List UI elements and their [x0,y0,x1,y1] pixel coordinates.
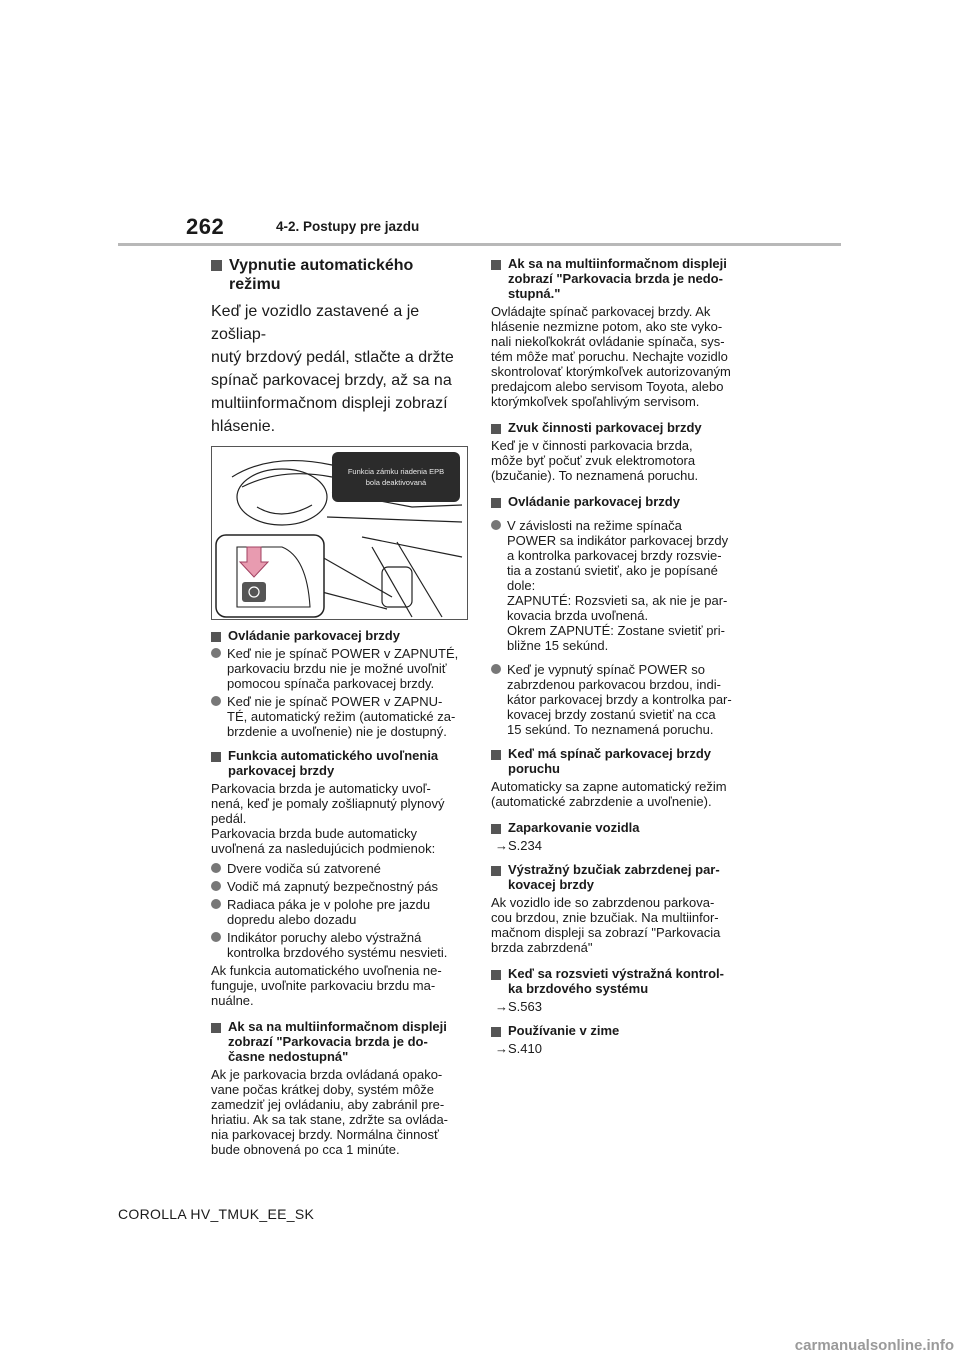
bullet-item [491,662,753,737]
parking-brake-figure [211,446,468,620]
page-reference: →S.563 [495,999,542,1014]
round-bullet-icon [211,881,221,891]
bullet-item [211,861,469,876]
heading-text: Zaparkovanie vozidla [508,820,640,835]
dashboard-illustration [212,447,467,619]
round-bullet-icon [211,932,221,942]
heading-unavailable [491,256,753,301]
heading-text: Zvuk činnosti parkovacej brzdy [508,420,702,435]
left-column [211,256,469,1162]
header-rule [118,243,841,246]
square-bullet-icon [491,970,501,980]
square-bullet-icon [211,1023,221,1033]
heading-text: Keď sa rozsvieti výstražná kontrol- ka brzdového systému [508,966,724,996]
bullet-text: Keď nie je spínač POWER v ZAPNUTÉ, parkovaciu brzdu nie je možné uvoľniť pomocou spínača parkovacej brzdy. [227,646,459,691]
heading-operation [491,494,753,509]
callout-line-1: Funkcia zámku riadenia EPB [347,467,445,476]
heading-warning-buzzer [491,862,753,892]
heading-malfunction [491,746,753,776]
round-bullet-icon [211,696,221,706]
bullet-item [211,694,469,739]
paragraph: Parkovacia brzda je automaticky uvoľ- nená, keď je pomaly zošliapnutý plynový pedál. Parkovacia brzda bude automaticky uvoľnená za nasledujúcich podmienok: [211,781,445,856]
bullet-text: Radiaca páka je v polohe pre jazdu dopredu alebo dozadu [227,897,431,927]
heading-temporarily-unavailable [211,1019,469,1064]
square-bullet-icon [491,424,501,434]
bullet-text: Dvere vodiča sú zatvorené [227,861,381,876]
right-column [491,256,753,1065]
round-bullet-icon [491,664,501,674]
heading-auto-release [211,748,469,778]
heading-sound [491,420,753,435]
square-bullet-icon [491,1027,501,1037]
page-number: 262 [186,214,225,239]
paragraph: Ak je parkovacia brzda ovládaná opako- vane počas krátkej doby, systém môže zamedziť jej ovládaniu, aby zabránil pre- hriatiu. Ak sa tak stane, zdržte sa ovláda- nia parkovacej brzdy. Normálna činnosť bude obnovená po cca 1 minúte. [211,1067,449,1157]
bullet-text: Keď je vypnutý spínač POWER so zabrzdenou parkovacou brzdou, indi- kátor parkovacej brzdy a kontrolka par- kovacej brzdy zostanú svietiť na cca 15 sekúnd. To neznamená poruchu. [507,662,732,737]
paragraph: Keď je v činnosti parkovacia brzda, môže byť počuť zvuk elektromotora (bzučanie). To neznamená poruchu. [491,438,699,483]
square-bullet-icon [211,752,221,762]
main-body: Keď je vozidlo zastavené a je zošliap- nutý brzdový pedál, stlačte a držte spínač parkovacej brzdy, až sa na multiinformačnom displeji zobrazí hlásenie. [211,303,454,435]
bullet-item [211,879,469,894]
heading-winter [491,1023,753,1038]
heading-warning-light [491,966,753,996]
paragraph: Ak vozidlo ide so zabrzdenou parkova- cou brzdou, znie bzučiak. Na multiinfor- mačnom displeji sa zobrazí "Parkovacia brzda zabrzdená" [491,895,721,955]
square-bullet-icon [491,260,501,270]
round-bullet-icon [211,899,221,909]
bullet-item [491,518,753,653]
heading-ovladanie [211,628,469,643]
heading-text: Výstražný bzučiak zabrzdenej par- kovacej brzdy [508,862,720,892]
round-bullet-icon [211,648,221,658]
section-title: 4-2. Postupy pre jazdu [276,219,420,234]
main-heading [211,256,469,294]
bullet-text: Indikátor poruchy alebo výstražná kontrolka brzdového systému nesvieti. [227,930,448,960]
bullet-text: Vodič má zapnutý bezpečnostný pás [227,879,439,894]
paragraph: Automaticky sa zapne automatický režim (automatické zabrzdenie a uvoľnenie). [491,779,727,809]
footer-model: COROLLA HV_TMUK_EE_SK [118,1206,315,1222]
heading-text: Ak sa na multiinformačnom displeji zobrazí "Parkovacia brzda je nedo- stupná." [508,256,727,301]
square-bullet-icon [211,632,221,642]
watermark: carmanualsonline.info [794,1337,954,1354]
paragraph: Ak funkcia automatického uvoľnenia ne- funguje, uvoľnite parkovaciu brzdu ma- nuálne. [211,963,442,1008]
heading-text: Keď má spínač parkovacej brzdy poruchu [508,746,711,776]
bullet-item [211,897,469,927]
heading-text: Ovládanie parkovacej brzdy [508,494,680,509]
bullet-item [211,646,469,691]
heading-text: Ak sa na multiinformačnom displeji zobrazí "Parkovacia brzda je do- časne nedostupná" [228,1019,447,1064]
heading-text: Funkcia automatického uvoľnenia parkovacej brzdy [228,748,439,778]
square-bullet-icon [491,498,501,508]
page-reference: →S.234 [495,838,542,853]
square-bullet-icon [491,866,501,876]
bullet-text: Keď nie je spínač POWER v ZAPNU- TÉ, automatický režim (automatické za- brzdenie a uvoľnenie) nie je dostupný. [227,694,456,739]
square-bullet-icon [491,824,501,834]
round-bullet-icon [491,520,501,530]
paragraph: Ovládajte spínač parkovacej brzdy. Ak hlásenie nezmizne potom, ako ste vyko- nali niekoľkokrát ovládanie spínača, sys- tém môže mať poruchu. Nechajte vozidlo skontrolovať ktorýmkoľvek autorizovaným predajcom alebo servisom Toyota, alebo ktorýmkoľvek spoľahlivým servisom. [491,304,731,409]
round-bullet-icon [211,863,221,873]
square-bullet-icon [491,750,501,760]
main-heading-text: Vypnutie automatického režimu [229,257,414,293]
square-bullet-icon [211,260,222,271]
page-reference: →S.410 [495,1041,542,1056]
bullet-item [211,930,469,960]
callout-line-2: bola deaktivovaná [365,478,427,487]
bullet-text: V závislosti na režime spínača POWER sa indikátor parkovacej brzdy a kontrolka parkovacej brzdy rozsvie- tia a zostanú svietiť, ako je popísané dole: ZAPNUTÉ: Rozsvieti sa, ak nie je par- kovacia brzda uvoľnená. Okrem ZAPNUTÉ: Zostane svietiť pri- bližne 15 sekúnd. [507,518,729,653]
heading-text: Ovládanie parkovacej brzdy [228,628,400,643]
heading-text: Používanie v zime [508,1023,620,1038]
heading-parking [491,820,753,835]
